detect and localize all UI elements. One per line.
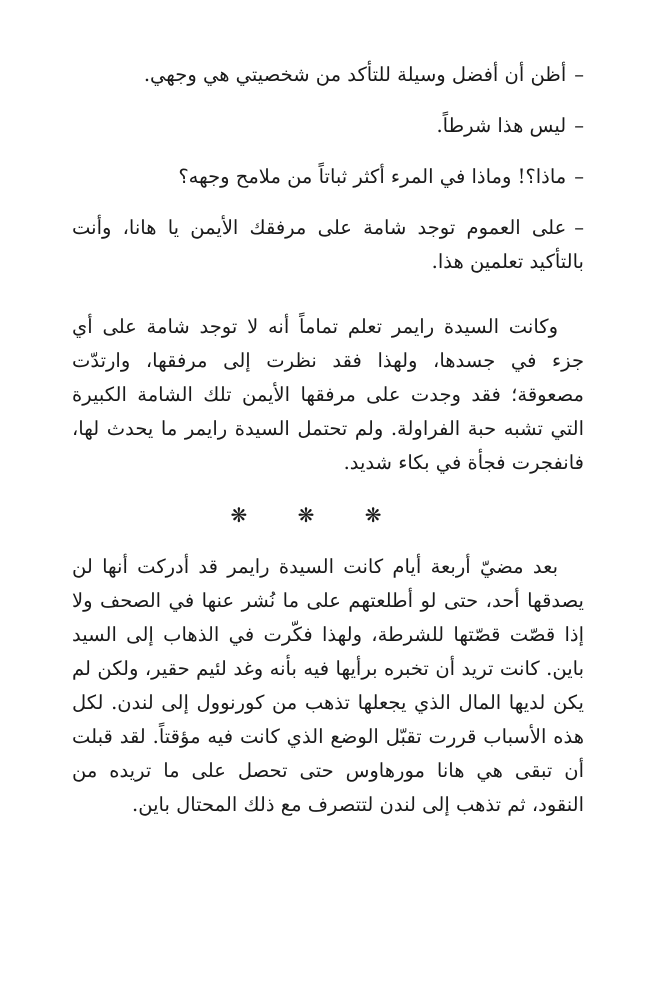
narrative-paragraph: وكانت السيدة رايمر تعلم تماماً أنه لا توجد شامة على أي جزء في جسدها، ولهذا فقد نظرت إلى مرفقها، وارتدّت مصعوقة؛ فقد وجدت على مرفقها الأيمن تلك الشامة الكبيرة التي تشبه حبة الفراولة. ولم تحتمل السيدة رايمر ما يحدث لها، فانفجرت فجأة في بكاء شديد. (72, 315, 584, 474)
dialogue-line (72, 211, 584, 279)
dialogue-text: على العموم توجد شامة على مرفقك الأيمن يا هانا، وأنت بالتأكيد تعلمين هذا. (72, 216, 584, 273)
dialogue-line (72, 160, 584, 194)
section-separator: ❋ ❋ ❋ (230, 503, 404, 527)
dialogue-dash: – (574, 114, 584, 137)
dialogue-text: ليس هذا شرطاً. (436, 114, 567, 137)
dialogue-text: أظن أن أفضل وسيلة للتأكد من شخصيتي هي وجهي. (143, 63, 567, 86)
book-page (72, 58, 584, 822)
narrative-paragraph: بعد مضيّ أربعة أيام كانت السيدة رايمر قد أدركت أنها لن يصدقها أحد، حتى لو أطلعتهم على ما نُشر عنها في الصحف ولا إذا قصّت قصّتها للشرطة، ولهذا فكّرت في الذهاب إلى السيد باين. كانت تريد أن تخبره برأيها فيه بأنه وغد لئيم حقير، ولكن لم يكن لديها المال الذي يجعلها تذهب من كورنوول إلى لندن. لكل هذه الأسباب قررت تقبّل الوضع الذي كانت فيه مؤقتاً. لقد قبلت أن تبقى هي هانا مورهاوس حتى تحصل على ما تريده من النقود، ثم تذهب إلى لندن لتتصرف مع ذلك المحتال باين. (72, 555, 584, 816)
spacer (72, 296, 584, 310)
dialogue-dash: – (574, 165, 584, 188)
dialogue-line (72, 58, 584, 92)
dialogue-dash: – (574, 216, 584, 239)
dialogue-line (72, 109, 584, 143)
dialogue-dash: – (574, 63, 584, 86)
dialogue-text: ماذا؟! وماذا في المرء أكثر ثباتاً من ملامح وجهه؟ (178, 165, 567, 188)
